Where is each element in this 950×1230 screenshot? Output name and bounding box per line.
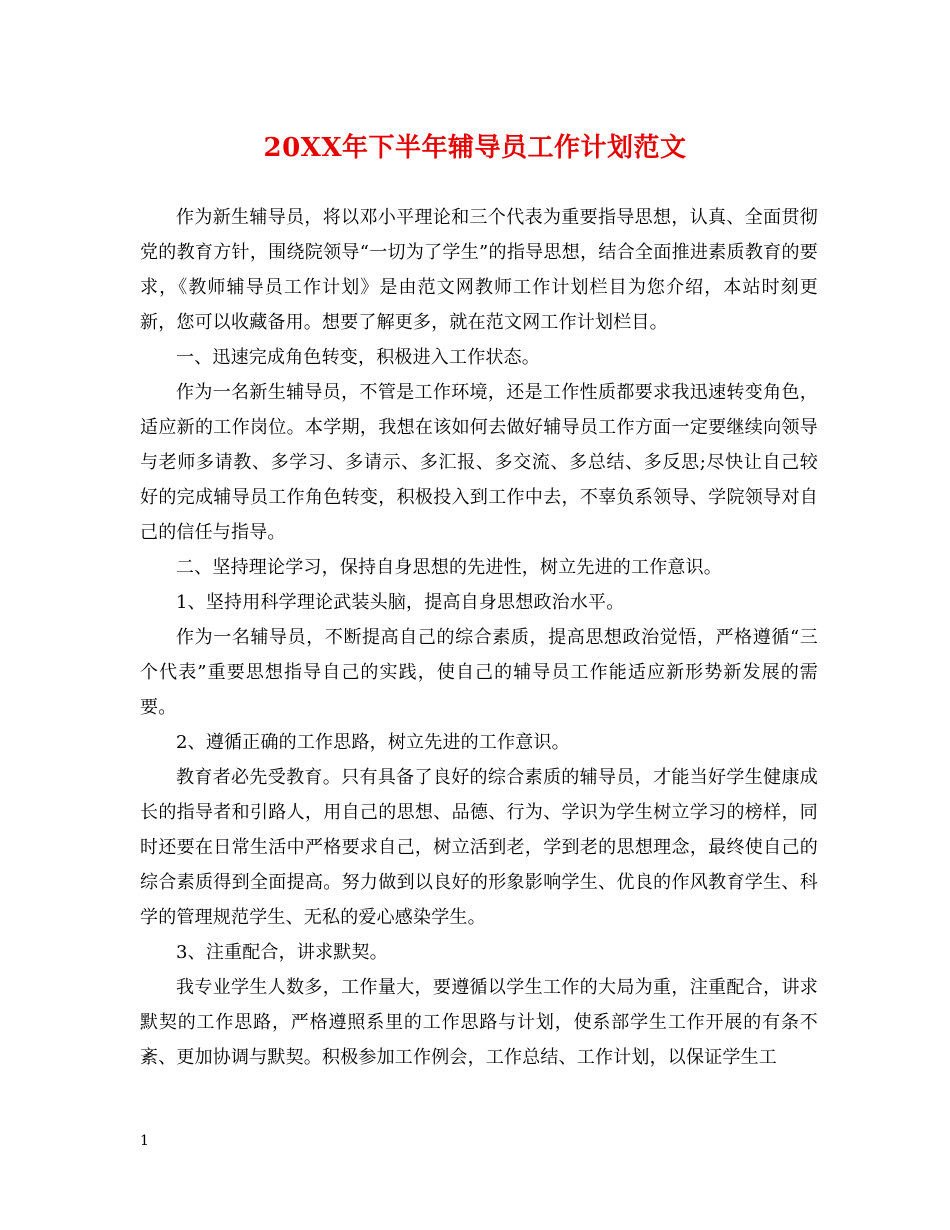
paragraph: 教育者必先受教育。只有具备了良好的综合素质的辅导员，才能当好学生健康成长的指导者和引路人，用自己的思想、品德、行为、学识为学生树立学习的榜样，同时还要在日常生活中严格要求自己，树立活到老，学到老的思想理念，最终使自己的综合素质得到全面提高。努力做到以良好的形象影响学生、优良的作风教育学生、科学的管理规范学生、无私的爱心感染学生。 [140,767,818,928]
subsection-heading: 1、坚持用科学理论武装头脑，提高自身思想政治水平。 [176,592,625,613]
paragraph: 作为一名辅导员，不断提高自己的综合素质，提高思想政治觉悟，严格遵循“三个代表”重要思想指导自己的实践，使自己的辅导员工作能适应新形势新发展的需要。 [140,627,818,718]
section-heading: 二、坚持理论学习，保持自身思想的先进性，树立先进的工作意识。 [176,557,722,578]
paragraph: 作为新生辅导员，将以邓小平理论和三个代表为重要指导思想，认真、全面贯彻党的教育方针，围绕院领导“一切为了学生”的指导思想，结合全面推进素质教育的要求，《教师辅导员工作计划》是由范文网教师工作计划栏目为您介绍，本站时刻更新，您可以收藏备用。想要了解更多，就在范文网工作计划栏目。 [140,207,818,333]
subsection-heading: 3、注重配合，讲求默契。 [176,942,388,963]
subsection-heading: 2、遵循正确的工作思路，树立先进的工作意识。 [176,732,570,753]
section-heading: 一、迅速完成角色转变，积极进入工作状态。 [176,347,540,368]
document-body [140,200,818,1075]
paragraph: 我专业学生人数多，工作量大，要遵循以学生工作的大局为重，注重配合，讲求默契的工作思路，严格遵照系里的工作思路与计划，使系部学生工作开展的有条不紊、更加协调与默契。积极参加工作例会，工作总结、工作计划，以保证学生工 [140,977,818,1068]
document-title: 20XX年下半年辅导员工作计划范文 [263,133,687,163]
page-number: 1 [140,1133,149,1149]
paragraph: 作为一名新生辅导员，不管是工作环境，还是工作性质都要求我迅速转变角色，适应新的工作岗位。本学期，我想在该如何去做好辅导员工作方面一定要继续向领导与老师多请教、多学习、多请示、多汇报、多交流、多总结、多反思;尽快让自己较好的完成辅导员工作角色转变，积极投入到工作中去，不辜负系领导、学院领导对自己的信任与指导。 [140,382,818,543]
